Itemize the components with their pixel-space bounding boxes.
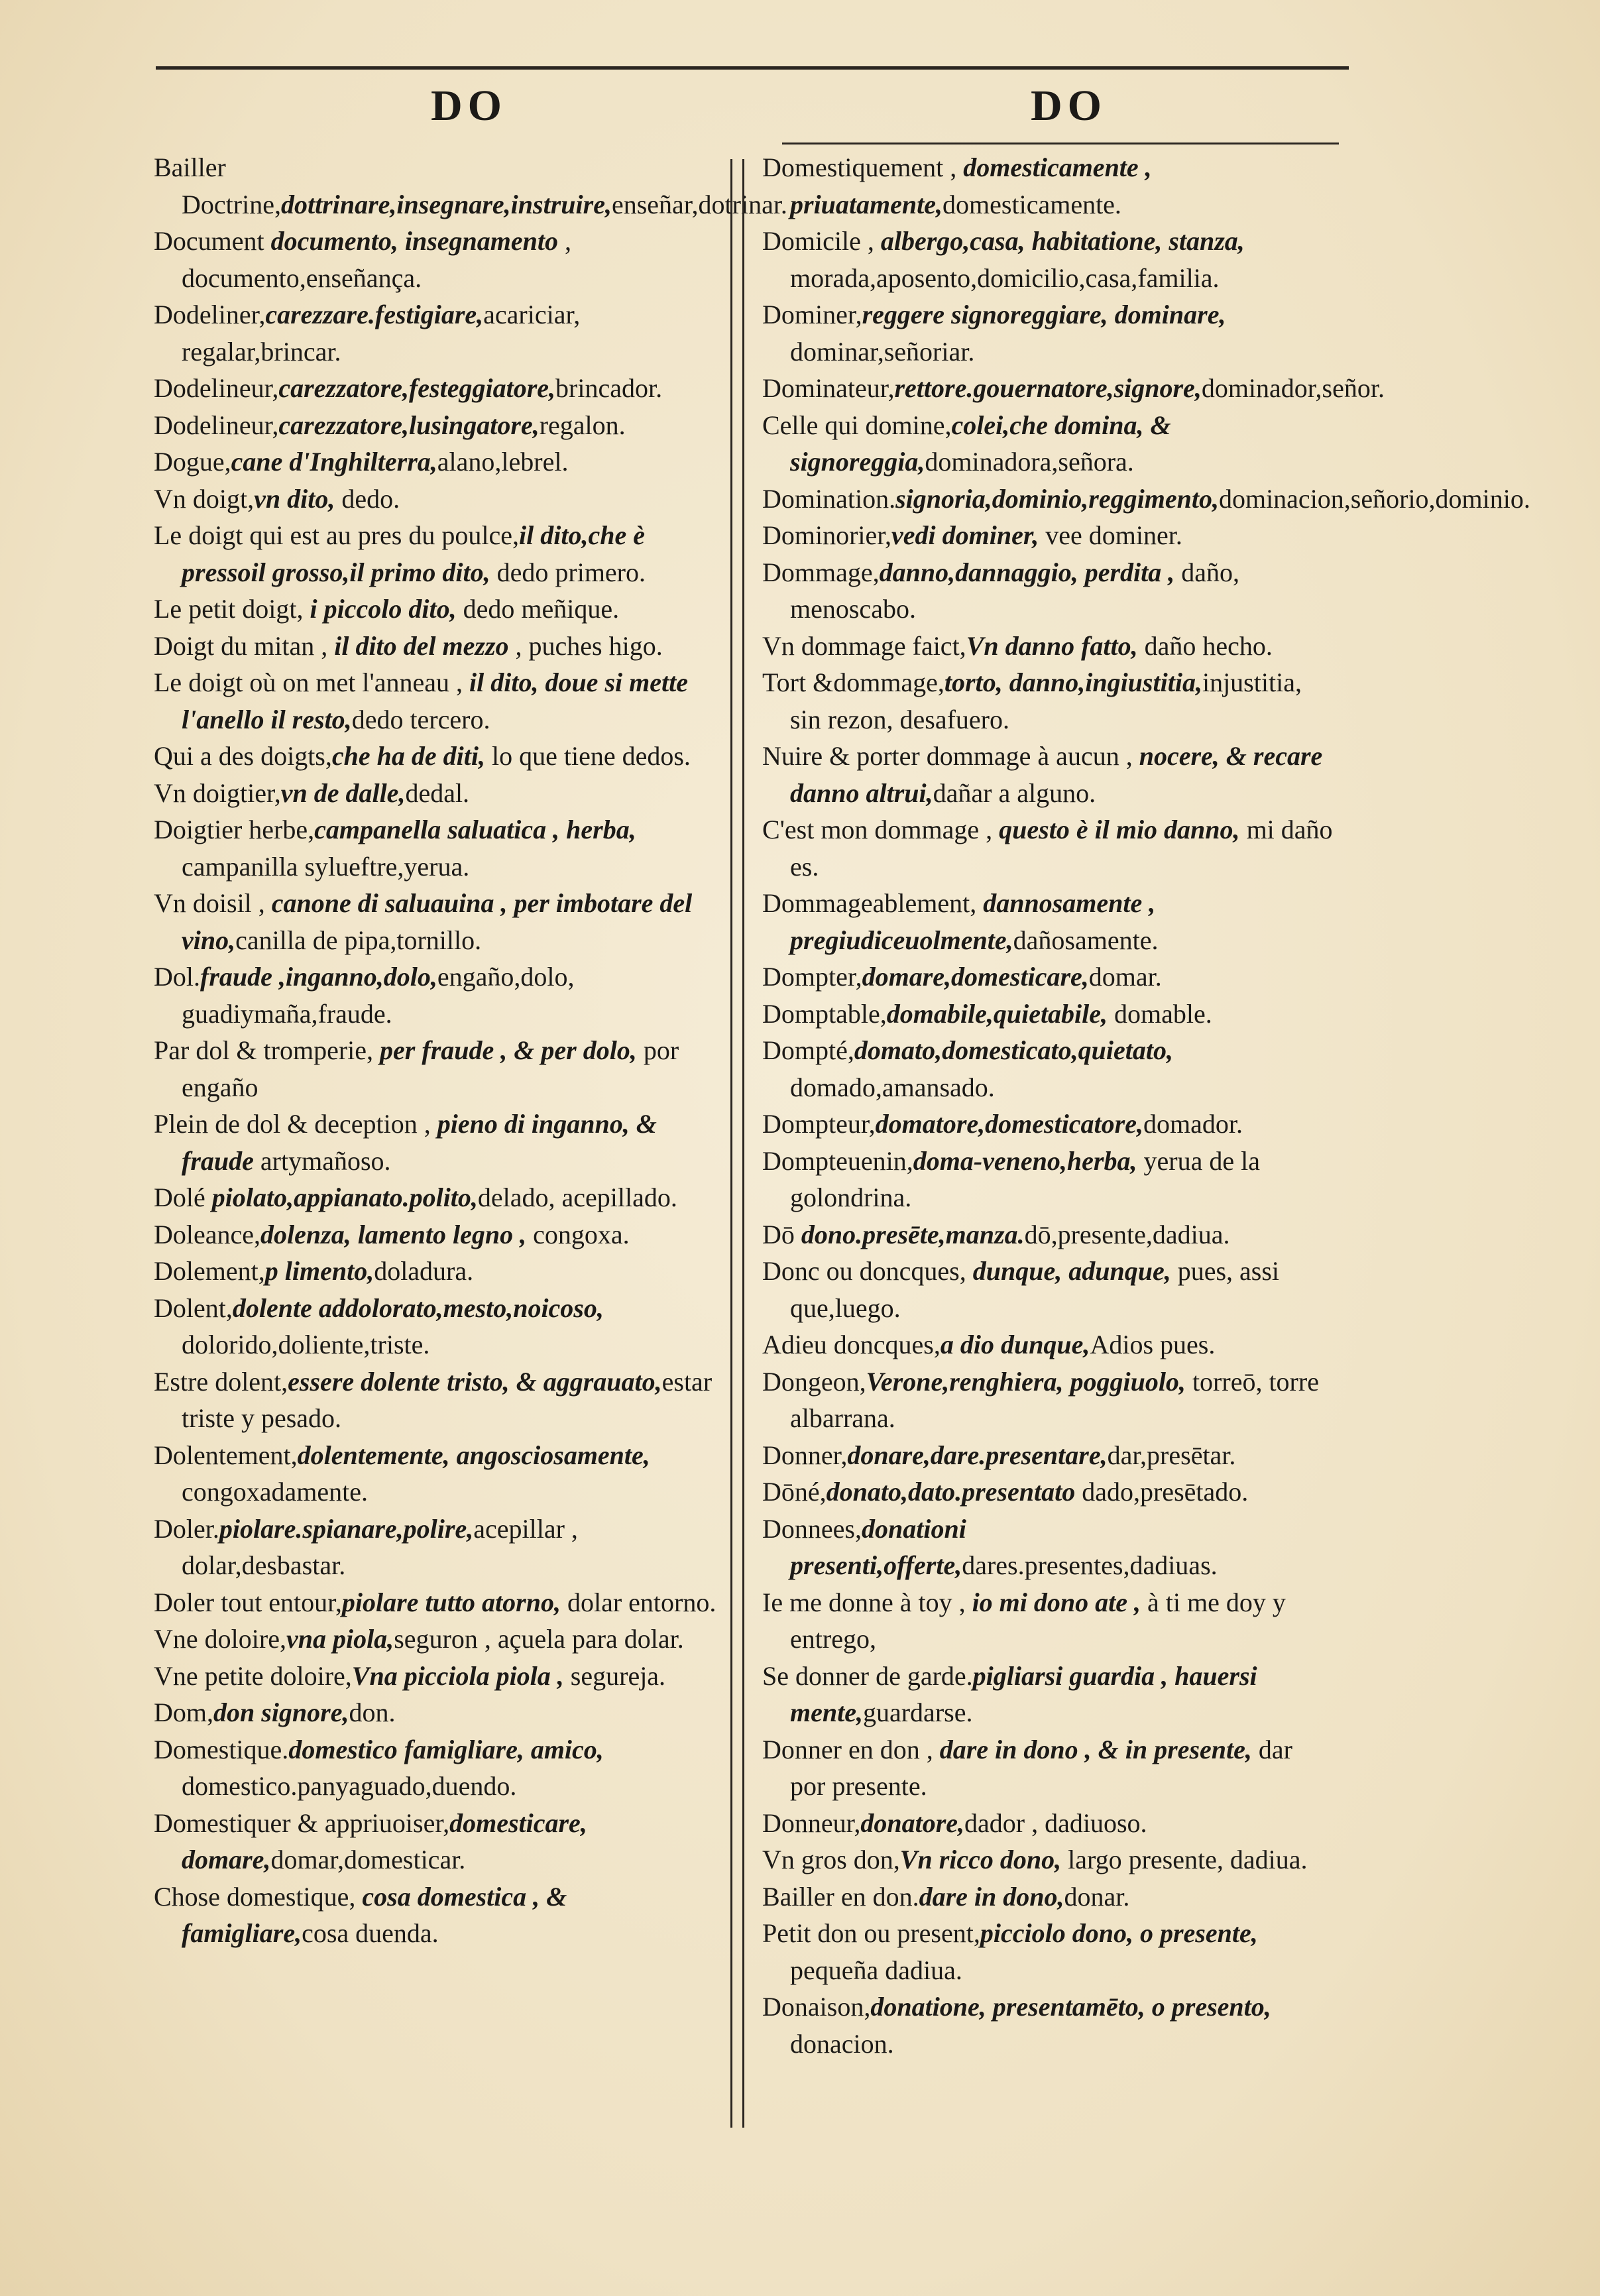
headword-french: Dompter, [762,962,862,992]
gloss-italian: essere dolente tristo, & aggrauato, [288,1366,662,1397]
gloss-spanish: regalon. [539,410,626,440]
dictionary-entry [154,811,729,885]
gloss-italian: pieno di inganno, & fraude [182,1109,657,1176]
gloss-italian: il dito del mezzo [334,630,509,661]
header-rule [782,143,1339,144]
headword-french: Vn doigt, [154,483,255,514]
gloss-spanish: dedo primero. [490,557,646,587]
gloss-italian: carezzatore,lusingatore, [278,410,540,440]
gloss-spanish: enseñar,dotrinar. [611,189,787,219]
dictionary-entry [762,296,1334,370]
gloss-spanish: dañar a alguno. [933,777,1096,808]
headword-french: Dodelineur, [154,410,279,440]
headword-french: Bailler en don. [762,1881,919,1912]
gloss-spanish: domar,domesticar. [270,1845,466,1874]
dictionary-entry [762,1363,1334,1437]
gloss-spanish: don. [349,1697,396,1727]
dictionary-entry [154,443,729,481]
gloss-spanish: por engaño [182,1035,679,1102]
dictionary-entry [154,149,787,223]
gloss-spanish: mi daño es. [790,815,1333,882]
headword-french: Nuire & porter dommage à aucun , [762,741,1139,771]
dictionary-entry [762,885,1334,958]
gloss-italian: Vna picciola piola , [351,1660,564,1691]
dictionary-entry [762,628,1334,665]
gloss-italian: donare,dare.presentare, [847,1440,1108,1470]
gloss-spanish: donacion. [790,2028,894,2059]
gloss-italian: carezzare.festigiare, [265,300,484,329]
gloss-spanish: seguron , açuela para dolar. [394,1624,684,1654]
gloss-italian: dolentemente, angosciosamente, [297,1440,650,1470]
headword-french: Dompté, [762,1035,854,1065]
gloss-spanish: acepillar , dolar,desbastar. [182,1513,578,1580]
headword-french: Dolement, [154,1256,265,1286]
dictionary-entry [154,481,729,518]
dictionary-entry [154,1694,729,1731]
dictionary-entry [762,1841,1334,1878]
gloss-spanish: dar,presētar. [1107,1440,1236,1470]
gloss-spanish: dañosamente. [1013,925,1159,955]
dictionary-entry [154,1658,729,1695]
headword-french: Dompteur, [762,1109,876,1139]
column-divider [742,159,744,2128]
dictionary-entry [154,1621,729,1658]
dictionary-entry [762,996,1334,1033]
gloss-italian: signoria,dominio,reggimento, [895,483,1219,514]
headword-french: Domestiquement , [762,152,964,182]
gloss-spanish: largo presente, dadiua. [1061,1845,1308,1874]
gloss-spanish: , puches higo. [508,630,663,661]
gloss-italian: questo è il mio danno, [999,815,1240,844]
dictionary-entry [762,1216,1334,1253]
gloss-italian: reggere signoreggiare, dominare, [862,300,1226,329]
dictionary-entry [154,664,729,738]
gloss-italian: dare in dono , & in presente, [939,1734,1252,1764]
headword-french: Dōné, [762,1477,827,1507]
gloss-italian: danno,dannaggio, perdita , [879,557,1175,587]
gloss-spanish: dedal. [405,777,470,808]
gloss-italian: canone di saluauina , per imbotare del vino, [182,888,693,955]
dictionary-entry [154,885,729,958]
gloss-spanish: morada,aposento,domicilio,casa,familia. [790,262,1220,293]
gloss-spanish: estar triste y pesado. [182,1366,713,1433]
dictionary-entry [154,1106,729,1179]
headword-french: Dongeon, [762,1366,866,1397]
dictionary-entry [154,407,729,444]
gloss-italian: i piccolo dito, [310,594,457,624]
dictionary-entry [762,738,1334,811]
gloss-spanish: daño, menoscabo. [790,557,1240,624]
headword-french: Dolé [154,1182,212,1212]
gloss-spanish: pequeña dadiua. [790,1955,962,1985]
dictionary-entry [154,1290,729,1363]
dictionary-entry [154,1363,729,1437]
headword-french: Estre dolent, [154,1366,288,1397]
headword-french: Celle qui domine, [762,410,952,440]
gloss-spanish: delado, acepillado. [477,1182,677,1212]
gloss-spanish: domestico.panyaguado,duendo. [182,1771,517,1801]
headword-french: Doigt du mitan , [154,630,335,661]
gloss-spanish: alano,lebrel. [437,447,569,477]
headword-french: Dolentement, [154,1440,298,1470]
headword-french: Vne doloire, [154,1624,286,1654]
gloss-spanish: cosa duenda. [302,1918,439,1948]
dictionary-entry [154,1437,729,1511]
dictionary-entry [762,481,1530,518]
dictionary-entry [154,1805,729,1878]
dictionary-entry [762,1143,1334,1216]
gloss-spanish: artymañoso. [253,1145,391,1176]
dictionary-entry [154,738,729,775]
gloss-spanish: à ti me doy y entrego, [790,1587,1286,1654]
headword-french: Vn doigtier, [154,777,281,808]
dictionary-entry [762,1473,1334,1511]
headword-french: Dogue, [154,447,231,477]
gloss-italian: carezzatore,festeggiatore, [278,373,556,403]
headword-french: Dolent, [154,1292,233,1323]
headword-french: Donner en don , [762,1734,940,1764]
headword-french: Domination. [762,483,896,514]
dictionary-entry [762,1805,1334,1842]
gloss-italian: fraude ,inganno,dolo, [200,962,437,992]
gloss-spanish: dado,presētado. [1075,1477,1249,1507]
gloss-italian: dolenza, lamento legno , [260,1219,527,1249]
headword-french: Donner, [762,1440,848,1470]
gloss-spanish: dominadora,señora. [925,447,1134,477]
dictionary-entry [154,628,729,665]
gloss-italian: domesticare, domare, [182,1808,587,1874]
headword-french: Bailler Doctrine, [154,152,281,219]
gloss-spanish: injustitia, sin rezon, desafuero. [790,667,1302,734]
dictionary-entry [154,1878,729,1952]
gloss-spanish: dominador,señor. [1201,373,1385,403]
headword-french: Donc ou doncques, [762,1256,973,1286]
gloss-italian: il dito,che è pressoil grosso,il primo dito, [182,520,645,587]
headword-french: Tort &dommage, [762,667,944,697]
gloss-italian: dono.presēte,manza. [801,1219,1025,1249]
dictionary-entry [762,1988,1334,2062]
gloss-spanish: engaño,dolo, guadiymaña,fraude. [182,962,575,1029]
gloss-italian: picciolo dono, o presente, [980,1918,1258,1948]
gloss-spanish: domesticamente. [943,189,1121,219]
dictionary-entry [762,1032,1334,1106]
gloss-italian: domestico famigliare, amico, [288,1734,604,1764]
gloss-spanish: congoxadamente. [182,1477,368,1507]
gloss-spanish: domar. [1088,962,1162,992]
dictionary-entry [762,664,1334,738]
gloss-spanish: brincador. [555,373,663,403]
dictionary-entry [154,1032,729,1106]
gloss-spanish: dares.presentes,dadiuas. [962,1550,1218,1580]
gloss-spanish: dominacion,señorio,dominio. [1218,483,1530,514]
gloss-spanish: dolar entorno. [560,1587,716,1617]
gloss-spanish: , documento,enseñança. [182,226,572,293]
gloss-italian: vn de dalle, [280,777,406,808]
gloss-italian: il dito, doue si mette l'anello il resto, [182,667,688,734]
top-rule [156,66,1349,70]
dictionary-entry [154,1584,729,1621]
headword-french: Plein de dol & deception , [154,1109,437,1139]
headword-french: Doler. [154,1513,219,1544]
headword-french: Domestiquer & appriuoiser, [154,1808,450,1838]
gloss-italian: domabile,quietabile, [886,998,1108,1029]
gloss-spanish: dar por presente. [790,1734,1292,1801]
gloss-italian: dare in dono, [919,1881,1064,1912]
gloss-spanish: dominar,señoriar. [790,336,975,367]
gloss-italian: Vn danno fatto, [966,630,1138,661]
dictionary-entry [762,1584,1334,1658]
headword-french: Se donner de garde. [762,1660,973,1691]
gloss-italian: vedi dominer, [891,520,1039,550]
dictionary-entry [154,1511,729,1584]
headword-french: Donnees, [762,1513,862,1544]
gloss-italian: pigliarsi guardia , hauersi mente, [790,1660,1257,1727]
gloss-spanish: dedo meñique. [456,594,620,624]
gloss-italian: nocere, & recare danno altrui, [790,741,1323,808]
headword-french: Donaison, [762,1992,871,2022]
gloss-spanish: congoxa. [526,1219,630,1249]
dictionary-entry [762,554,1334,628]
headword-french: Dom, [154,1697,213,1727]
gloss-italian: p limento, [264,1256,374,1286]
dictionary-entry [762,1658,1334,1731]
gloss-spanish: domador. [1143,1109,1243,1139]
headword-french: Dol. [154,962,200,992]
gloss-spanish: acariciar, regalar,brincar. [182,300,581,367]
gloss-italian: documento, insegnamento [270,226,559,256]
dictionary-entry [154,1216,729,1253]
gloss-spanish: guardarse. [862,1697,973,1727]
gloss-spanish: doladura. [374,1256,474,1286]
dictionary-entry [762,407,1334,481]
gloss-italian: vn dito, [254,483,335,514]
dictionary-entry [154,370,729,407]
headword-french: Vne petite doloire, [154,1660,352,1691]
column-divider [730,159,732,2128]
headword-french: Qui a des doigts, [154,741,332,771]
gloss-italian: albergo,casa, habitatione, stanza, [880,226,1245,256]
dictionary-entry [762,1878,1334,1916]
gloss-spanish: dō,presente,dadiua. [1024,1219,1230,1249]
dictionary-entry [154,958,729,1032]
dictionary-entry [154,591,729,628]
gloss-italian: torto, danno,ingiustitia, [944,667,1202,697]
headword-french: Par dol & tromperie, [154,1035,380,1065]
gloss-spanish: canilla de pipa,tornillo. [235,925,482,955]
headword-french: Dominateur, [762,373,895,403]
headword-french: Dodeliner, [154,300,266,329]
dictionary-entry [762,1326,1334,1363]
gloss-italian: dottrinare,insegnare,instruire, [280,189,612,219]
dictionary-entry [762,1731,1334,1805]
headword-french: Domestique. [154,1734,289,1764]
dictionary-entry [154,1253,729,1290]
gloss-italian: io mi dono ate , [972,1587,1141,1617]
gloss-italian: piolare tutto atorno, [341,1587,561,1617]
headword-french: Le doigt où on met l'anneau , [154,667,469,697]
dictionary-entry [762,1511,1334,1584]
gloss-italian: rettore.gouernatore,signore, [894,373,1202,403]
gloss-spanish: domado,amansado. [790,1072,995,1102]
gloss-italian: dannosamente , pregiudiceuolmente, [790,888,1156,955]
right-column [762,149,1530,2062]
running-head-left: DO [431,82,507,130]
headword-french: Dō [762,1219,801,1249]
headword-french: Adieu doncques, [762,1330,941,1359]
gloss-spanish: donar. [1064,1881,1130,1912]
gloss-spanish: dedo. [335,483,400,514]
gloss-spanish: campanilla sylueftre,yerua. [182,851,470,882]
headword-french: Document [154,226,271,256]
dictionary-entry [762,1253,1334,1326]
dictionary-entry [154,223,729,296]
headword-french: Dominer, [762,300,862,329]
gloss-italian: dolente addolorato,mesto,noicoso, [232,1292,604,1323]
dictionary-entry [762,149,1334,223]
gloss-spanish: yerua de la golondrina. [790,1145,1260,1212]
headword-french: Doigtier herbe, [154,815,315,844]
gloss-italian: Verone,renghiera, poggiuolo, [866,1366,1186,1397]
headword-french: Dodelineur, [154,373,279,403]
gloss-italian: donato,dato.presentato [826,1477,1076,1507]
gloss-spanish: domable. [1108,998,1212,1029]
gloss-spanish: torreō, torre albarrana. [790,1366,1319,1433]
gloss-italian: campanella saluatica , herba, [314,815,636,844]
gloss-italian: don signore, [213,1697,349,1727]
gloss-italian: a dio dunque, [940,1330,1090,1359]
running-head-right: DO [1031,82,1107,130]
gloss-italian: piolato,appianato.polito, [211,1182,478,1212]
headword-french: Donneur, [762,1808,861,1838]
gloss-italian: donationi presenti,offerte, [790,1513,966,1580]
headword-french: Le petit doigt, [154,594,310,624]
headword-french: Doler tout entour, [154,1587,342,1617]
headword-french: Vn dommage faict, [762,630,966,661]
headword-french: Domicile , [762,226,881,256]
headword-french: Vn doisil , [154,888,272,918]
gloss-italian: doma-veneno,herba, [913,1145,1137,1176]
headword-french: C'est mon dommage , [762,815,1000,844]
dictionary-entry [762,1915,1334,1988]
gloss-italian: colei,che domina, & signoreggia, [790,410,1171,477]
dictionary-entry [762,223,1334,296]
headword-french: Petit don ou present, [762,1918,980,1948]
headword-french: Dommage, [762,557,880,587]
gloss-italian: dunque, adunque, [972,1256,1171,1286]
gloss-italian: domatore,domesticatore, [875,1109,1143,1139]
headword-french: Ie me donne à toy , [762,1587,972,1617]
gloss-spanish: dolorido,doliente,triste. [182,1330,430,1359]
dictionary-entry [154,775,729,812]
headword-french: Dominorier, [762,520,892,550]
headword-french: Dompteuenin, [762,1145,913,1176]
headword-french: Chose domestique, [154,1881,363,1912]
dictionary-entry [762,1437,1334,1474]
gloss-italian: cane d'Inghilterra, [231,447,437,477]
gloss-spanish: segureja. [563,1660,666,1691]
gloss-italian: piolare.spianare,polire, [219,1513,474,1544]
headword-french: Vn gros don, [762,1845,900,1874]
gloss-spanish: lo que tiene dedos. [485,741,691,771]
gloss-italian: cosa domestica , & famigliare, [182,1881,567,1948]
gloss-spanish: dedo tercero. [351,704,490,734]
dictionary-entry [762,1106,1334,1143]
gloss-spanish: vee dominer. [1039,520,1182,550]
dictionary-entry [154,1179,729,1216]
dictionary-entry [154,1731,729,1805]
headword-french: Doleance, [154,1219,261,1249]
dictionary-entry [762,517,1334,554]
gloss-italian: donatione, presentamēto, o presento, [870,1992,1271,2022]
gloss-italian: donatore, [860,1808,965,1838]
headword-french: Domptable, [762,998,887,1029]
headword-french: Dommageablement, [762,888,984,918]
gloss-italian: domare,domesticare, [862,962,1089,992]
dictionary-entry [154,296,729,370]
gloss-italian: che ha de diti, [331,741,485,771]
gloss-italian: Vn ricco dono, [899,1845,1062,1874]
dictionary-entry [762,958,1334,996]
gloss-italian: domesticamente , priuatamente, [790,152,1152,219]
gloss-italian: per fraude , & per dolo, [380,1035,637,1065]
gloss-spanish: pues, assi que,luego. [790,1256,1280,1323]
gloss-italian: domato,domesticato,quietato, [854,1035,1173,1065]
gloss-spanish: daño hecho. [1137,630,1273,661]
gloss-spanish: dador , dadiuoso. [964,1808,1147,1838]
dictionary-entry [762,811,1334,885]
dictionary-entry [154,517,729,591]
dictionary-entry [762,370,1385,407]
gloss-spanish: Adios pues. [1090,1330,1216,1359]
gloss-italian: vna piola, [286,1624,394,1654]
headword-french: Le doigt qui est au pres du poulce, [154,520,519,550]
